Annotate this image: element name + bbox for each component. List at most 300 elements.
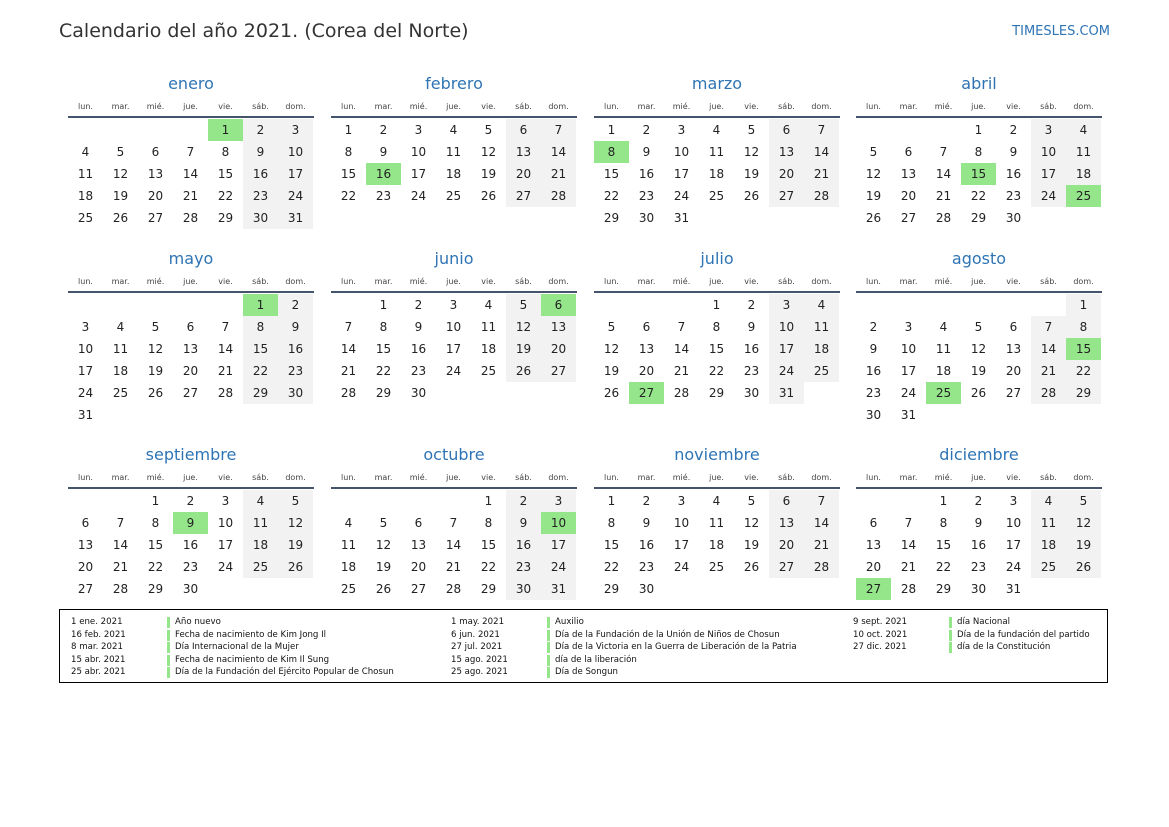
day-cell[interactable]: 18 — [445, 167, 462, 181]
day-cell[interactable]: 12 — [147, 342, 164, 356]
day-cell[interactable]: 29 — [970, 211, 987, 225]
day-cell[interactable]: 15 — [217, 167, 234, 181]
day-cell[interactable]: 3 — [221, 494, 230, 508]
day-cell[interactable]: 14 — [541, 141, 576, 163]
day-cell[interactable]: 19 — [375, 560, 392, 574]
day-cell[interactable]: 27 — [900, 211, 917, 225]
day-cell[interactable]: 3 — [677, 494, 686, 508]
day-cell[interactable]: 21 — [217, 364, 234, 378]
day-cell[interactable]: 11 — [445, 145, 462, 159]
day-cell[interactable]: 5 — [379, 516, 388, 530]
day-cell[interactable]: 18 — [480, 342, 497, 356]
day-cell[interactable]: 20 — [1005, 364, 1022, 378]
day-cell[interactable]: 28 — [182, 211, 199, 225]
day-cell[interactable]: 2 — [186, 494, 195, 508]
day-cell[interactable]: 22 — [375, 364, 392, 378]
day-cell[interactable]: 1 — [939, 494, 948, 508]
day-cell[interactable]: 16 — [243, 163, 278, 185]
day-cell[interactable]: 9 — [974, 516, 983, 530]
day-cell[interactable]: 28 — [445, 582, 462, 596]
day-cell[interactable]: 13 — [769, 512, 804, 534]
day-cell[interactable]: 6 — [414, 516, 423, 530]
day-cell[interactable]: 5 — [747, 123, 756, 137]
day-cell[interactable]: 19 — [112, 189, 129, 203]
day-cell[interactable]: 6 — [769, 490, 804, 512]
day-cell[interactable]: 17 — [673, 167, 690, 181]
day-cell[interactable]: 4 — [712, 123, 721, 137]
day-cell[interactable]: 26 — [970, 386, 987, 400]
day-cell[interactable]: 15 — [340, 167, 357, 181]
day-cell[interactable]: 20 — [900, 189, 917, 203]
day-cell[interactable]: 17 — [1005, 538, 1022, 552]
day-cell[interactable]: 29 — [603, 582, 620, 596]
day-cell[interactable]: 21 — [340, 364, 357, 378]
day-cell[interactable]: 18 — [77, 189, 94, 203]
day-cell[interactable]: 25 — [243, 556, 278, 578]
holiday-day[interactable]: 25 — [1066, 185, 1101, 207]
day-cell[interactable]: 31 — [77, 408, 94, 422]
day-cell[interactable]: 6 — [904, 145, 913, 159]
day-cell[interactable]: 18 — [708, 538, 725, 552]
day-cell[interactable]: 18 — [112, 364, 129, 378]
day-cell[interactable]: 8 — [151, 516, 160, 530]
day-cell[interactable]: 2 — [642, 123, 651, 137]
day-cell[interactable]: 16 — [638, 167, 655, 181]
day-cell[interactable]: 1 — [1066, 294, 1101, 316]
day-cell[interactable]: 5 — [484, 123, 493, 137]
day-cell[interactable]: 15 — [935, 538, 952, 552]
day-cell[interactable]: 12 — [375, 538, 392, 552]
day-cell[interactable]: 4 — [712, 494, 721, 508]
day-cell[interactable]: 15 — [375, 342, 392, 356]
day-cell[interactable]: 17 — [445, 342, 462, 356]
day-cell[interactable]: 20 — [410, 560, 427, 574]
day-cell[interactable]: 11 — [340, 538, 357, 552]
day-cell[interactable]: 9 — [243, 141, 278, 163]
day-cell[interactable]: 31 — [769, 382, 804, 404]
day-cell[interactable]: 12 — [278, 512, 313, 534]
day-cell[interactable]: 25 — [1031, 556, 1066, 578]
day-cell[interactable]: 25 — [480, 364, 497, 378]
day-cell[interactable]: 17 — [769, 338, 804, 360]
day-cell[interactable]: 6 — [869, 516, 878, 530]
brand-link[interactable]: TIMESLES.COM — [1012, 24, 1110, 39]
day-cell[interactable]: 8 — [221, 145, 230, 159]
day-cell[interactable]: 5 — [506, 294, 541, 316]
day-cell[interactable]: 8 — [1066, 316, 1101, 338]
day-cell[interactable]: 24 — [278, 185, 313, 207]
day-cell[interactable]: 20 — [769, 163, 804, 185]
day-cell[interactable]: 12 — [480, 145, 497, 159]
day-cell[interactable]: 16 — [865, 364, 882, 378]
day-cell[interactable]: 28 — [900, 582, 917, 596]
day-cell[interactable]: 2 — [974, 494, 983, 508]
day-cell[interactable]: 12 — [743, 516, 760, 530]
day-cell[interactable]: 26 — [147, 386, 164, 400]
day-cell[interactable]: 31 — [673, 211, 690, 225]
day-cell[interactable]: 9 — [869, 342, 878, 356]
day-cell[interactable]: 30 — [506, 578, 541, 600]
day-cell[interactable]: 21 — [935, 189, 952, 203]
day-cell[interactable]: 5 — [1066, 490, 1101, 512]
day-cell[interactable]: 14 — [182, 167, 199, 181]
day-cell[interactable]: 18 — [935, 364, 952, 378]
day-cell[interactable]: 11 — [1066, 141, 1101, 163]
day-cell[interactable]: 25 — [708, 189, 725, 203]
day-cell[interactable]: 29 — [935, 582, 952, 596]
day-cell[interactable]: 3 — [904, 320, 913, 334]
day-cell[interactable]: 14 — [445, 538, 462, 552]
day-cell[interactable]: 7 — [449, 516, 458, 530]
day-cell[interactable]: 17 — [900, 364, 917, 378]
day-cell[interactable]: 29 — [1066, 382, 1101, 404]
day-cell[interactable]: 11 — [480, 320, 497, 334]
day-cell[interactable]: 22 — [603, 189, 620, 203]
day-cell[interactable]: 22 — [603, 560, 620, 574]
day-cell[interactable]: 3 — [278, 119, 313, 141]
day-cell[interactable]: 30 — [278, 382, 313, 404]
day-cell[interactable]: 27 — [506, 185, 541, 207]
day-cell[interactable]: 7 — [541, 119, 576, 141]
day-cell[interactable]: 10 — [1005, 516, 1022, 530]
day-cell[interactable]: 24 — [1031, 185, 1066, 207]
day-cell[interactable]: 29 — [243, 382, 278, 404]
day-cell[interactable]: 25 — [112, 386, 129, 400]
holiday-day[interactable]: 8 — [594, 141, 629, 163]
day-cell[interactable]: 16 — [970, 538, 987, 552]
day-cell[interactable]: 22 — [970, 189, 987, 203]
day-cell[interactable]: 10 — [217, 516, 234, 530]
day-cell[interactable]: 30 — [243, 207, 278, 229]
day-cell[interactable]: 25 — [804, 360, 839, 382]
day-cell[interactable]: 19 — [147, 364, 164, 378]
day-cell[interactable]: 14 — [673, 342, 690, 356]
day-cell[interactable]: 3 — [1031, 119, 1066, 141]
day-cell[interactable]: 21 — [804, 163, 839, 185]
day-cell[interactable]: 24 — [769, 360, 804, 382]
day-cell[interactable]: 16 — [743, 342, 760, 356]
day-cell[interactable]: 24 — [541, 556, 576, 578]
day-cell[interactable]: 21 — [1031, 360, 1066, 382]
day-cell[interactable]: 3 — [677, 123, 686, 137]
day-cell[interactable]: 24 — [445, 364, 462, 378]
day-cell[interactable]: 13 — [1005, 342, 1022, 356]
day-cell[interactable]: 2 — [747, 298, 756, 312]
day-cell[interactable]: 9 — [1009, 145, 1018, 159]
day-cell[interactable]: 4 — [1066, 119, 1101, 141]
day-cell[interactable]: 9 — [747, 320, 756, 334]
day-cell[interactable]: 31 — [278, 207, 313, 229]
day-cell[interactable]: 4 — [116, 320, 125, 334]
day-cell[interactable]: 19 — [480, 167, 497, 181]
day-cell[interactable]: 23 — [970, 560, 987, 574]
day-cell[interactable]: 8 — [712, 320, 721, 334]
holiday-day[interactable]: 27 — [629, 382, 664, 404]
day-cell[interactable]: 5 — [116, 145, 125, 159]
day-cell[interactable]: 17 — [1031, 163, 1066, 185]
day-cell[interactable]: 23 — [743, 364, 760, 378]
day-cell[interactable]: 11 — [243, 512, 278, 534]
day-cell[interactable]: 26 — [480, 189, 497, 203]
day-cell[interactable]: 30 — [1005, 211, 1022, 225]
day-cell[interactable]: 13 — [769, 141, 804, 163]
day-cell[interactable]: 22 — [935, 560, 952, 574]
day-cell[interactable]: 4 — [484, 298, 493, 312]
day-cell[interactable]: 20 — [77, 560, 94, 574]
day-cell[interactable]: 19 — [603, 364, 620, 378]
day-cell[interactable]: 13 — [506, 141, 541, 163]
day-cell[interactable]: 9 — [278, 316, 313, 338]
day-cell[interactable]: 3 — [449, 298, 458, 312]
day-cell[interactable]: 14 — [804, 141, 839, 163]
day-cell[interactable]: 23 — [506, 556, 541, 578]
day-cell[interactable]: 9 — [642, 516, 651, 530]
day-cell[interactable]: 5 — [869, 145, 878, 159]
day-cell[interactable]: 11 — [77, 167, 94, 181]
day-cell[interactable]: 14 — [1031, 338, 1066, 360]
day-cell[interactable]: 3 — [769, 294, 804, 316]
day-cell[interactable]: 7 — [804, 490, 839, 512]
holiday-day[interactable]: 9 — [173, 512, 208, 534]
day-cell[interactable]: 19 — [970, 364, 987, 378]
day-cell[interactable]: 16 — [1005, 167, 1022, 181]
day-cell[interactable]: 13 — [77, 538, 94, 552]
day-cell[interactable]: 24 — [410, 189, 427, 203]
day-cell[interactable]: 7 — [116, 516, 125, 530]
day-cell[interactable]: 7 — [677, 320, 686, 334]
day-cell[interactable]: 3 — [81, 320, 90, 334]
day-cell[interactable]: 10 — [900, 342, 917, 356]
day-cell[interactable]: 24 — [1005, 560, 1022, 574]
holiday-day[interactable]: 27 — [856, 578, 891, 600]
day-cell[interactable]: 23 — [865, 386, 882, 400]
day-cell[interactable]: 30 — [638, 211, 655, 225]
day-cell[interactable]: 1 — [607, 123, 616, 137]
day-cell[interactable]: 23 — [638, 189, 655, 203]
day-cell[interactable]: 12 — [865, 167, 882, 181]
day-cell[interactable]: 9 — [506, 512, 541, 534]
day-cell[interactable]: 10 — [769, 316, 804, 338]
day-cell[interactable]: 27 — [769, 556, 804, 578]
day-cell[interactable]: 5 — [747, 494, 756, 508]
day-cell[interactable]: 8 — [974, 145, 983, 159]
holiday-day[interactable]: 25 — [926, 382, 961, 404]
holiday-day[interactable]: 15 — [1066, 338, 1101, 360]
day-cell[interactable]: 6 — [1009, 320, 1018, 334]
day-cell[interactable]: 15 — [480, 538, 497, 552]
day-cell[interactable]: 19 — [865, 189, 882, 203]
day-cell[interactable]: 19 — [1066, 534, 1101, 556]
day-cell[interactable]: 23 — [182, 560, 199, 574]
day-cell[interactable]: 26 — [375, 582, 392, 596]
day-cell[interactable]: 18 — [340, 560, 357, 574]
day-cell[interactable]: 10 — [673, 516, 690, 530]
day-cell[interactable]: 30 — [182, 582, 199, 596]
day-cell[interactable]: 20 — [638, 364, 655, 378]
day-cell[interactable]: 20 — [865, 560, 882, 574]
day-cell[interactable]: 2 — [278, 294, 313, 316]
day-cell[interactable]: 24 — [77, 386, 94, 400]
day-cell[interactable]: 15 — [708, 342, 725, 356]
day-cell[interactable]: 10 — [278, 141, 313, 163]
day-cell[interactable]: 4 — [243, 490, 278, 512]
day-cell[interactable]: 5 — [607, 320, 616, 334]
day-cell[interactable]: 17 — [278, 163, 313, 185]
day-cell[interactable]: 21 — [804, 534, 839, 556]
holiday-day[interactable]: 6 — [541, 294, 576, 316]
day-cell[interactable]: 31 — [900, 408, 917, 422]
day-cell[interactable]: 19 — [743, 167, 760, 181]
day-cell[interactable]: 8 — [379, 320, 388, 334]
day-cell[interactable]: 31 — [541, 578, 576, 600]
day-cell[interactable]: 16 — [278, 338, 313, 360]
day-cell[interactable]: 26 — [743, 560, 760, 574]
day-cell[interactable]: 10 — [77, 342, 94, 356]
day-cell[interactable]: 12 — [743, 145, 760, 159]
day-cell[interactable]: 27 — [410, 582, 427, 596]
day-cell[interactable]: 18 — [708, 167, 725, 181]
day-cell[interactable]: 24 — [673, 560, 690, 574]
day-cell[interactable]: 1 — [484, 494, 493, 508]
day-cell[interactable]: 1 — [607, 494, 616, 508]
day-cell[interactable]: 11 — [804, 316, 839, 338]
day-cell[interactable]: 5 — [278, 490, 313, 512]
day-cell[interactable]: 18 — [1066, 163, 1101, 185]
day-cell[interactable]: 2 — [379, 123, 388, 137]
day-cell[interactable]: 12 — [970, 342, 987, 356]
day-cell[interactable]: 23 — [410, 364, 427, 378]
day-cell[interactable]: 6 — [81, 516, 90, 530]
day-cell[interactable]: 26 — [743, 189, 760, 203]
day-cell[interactable]: 6 — [506, 119, 541, 141]
day-cell[interactable]: 5 — [974, 320, 983, 334]
day-cell[interactable]: 16 — [182, 538, 199, 552]
day-cell[interactable]: 29 — [217, 211, 234, 225]
day-cell[interactable]: 21 — [673, 364, 690, 378]
day-cell[interactable]: 1 — [974, 123, 983, 137]
day-cell[interactable]: 20 — [182, 364, 199, 378]
day-cell[interactable]: 21 — [112, 560, 129, 574]
day-cell[interactable]: 30 — [865, 408, 882, 422]
day-cell[interactable]: 25 — [340, 582, 357, 596]
day-cell[interactable]: 20 — [506, 163, 541, 185]
day-cell[interactable]: 6 — [186, 320, 195, 334]
day-cell[interactable]: 12 — [1066, 512, 1101, 534]
day-cell[interactable]: 8 — [344, 145, 353, 159]
day-cell[interactable]: 14 — [217, 342, 234, 356]
day-cell[interactable]: 26 — [1066, 556, 1101, 578]
day-cell[interactable]: 28 — [112, 582, 129, 596]
holiday-day[interactable]: 16 — [366, 163, 401, 185]
day-cell[interactable]: 26 — [865, 211, 882, 225]
day-cell[interactable]: 7 — [804, 119, 839, 141]
day-cell[interactable]: 16 — [638, 538, 655, 552]
day-cell[interactable]: 26 — [603, 386, 620, 400]
day-cell[interactable]: 29 — [147, 582, 164, 596]
day-cell[interactable]: 8 — [484, 516, 493, 530]
day-cell[interactable]: 27 — [77, 582, 94, 596]
day-cell[interactable]: 17 — [541, 534, 576, 556]
day-cell[interactable]: 27 — [147, 211, 164, 225]
day-cell[interactable]: 22 — [217, 189, 234, 203]
day-cell[interactable]: 2 — [642, 494, 651, 508]
day-cell[interactable]: 18 — [243, 534, 278, 556]
day-cell[interactable]: 10 — [445, 320, 462, 334]
day-cell[interactable]: 11 — [935, 342, 952, 356]
day-cell[interactable]: 26 — [112, 211, 129, 225]
day-cell[interactable]: 7 — [939, 145, 948, 159]
day-cell[interactable]: 22 — [147, 560, 164, 574]
day-cell[interactable]: 20 — [769, 534, 804, 556]
day-cell[interactable]: 10 — [673, 145, 690, 159]
day-cell[interactable]: 1 — [344, 123, 353, 137]
day-cell[interactable]: 19 — [743, 538, 760, 552]
day-cell[interactable]: 27 — [182, 386, 199, 400]
day-cell[interactable]: 24 — [900, 386, 917, 400]
day-cell[interactable]: 21 — [445, 560, 462, 574]
day-cell[interactable]: 27 — [769, 185, 804, 207]
day-cell[interactable]: 17 — [673, 538, 690, 552]
day-cell[interactable]: 24 — [217, 560, 234, 574]
day-cell[interactable]: 19 — [506, 338, 541, 360]
day-cell[interactable]: 7 — [221, 320, 230, 334]
day-cell[interactable]: 1 — [379, 298, 388, 312]
day-cell[interactable]: 14 — [804, 512, 839, 534]
day-cell[interactable]: 11 — [708, 145, 725, 159]
day-cell[interactable]: 11 — [1031, 512, 1066, 534]
day-cell[interactable]: 25 — [708, 560, 725, 574]
day-cell[interactable]: 29 — [375, 386, 392, 400]
day-cell[interactable]: 3 — [1009, 494, 1018, 508]
day-cell[interactable]: 12 — [506, 316, 541, 338]
day-cell[interactable]: 8 — [243, 316, 278, 338]
day-cell[interactable]: 5 — [151, 320, 160, 334]
day-cell[interactable]: 30 — [743, 386, 760, 400]
day-cell[interactable]: 21 — [182, 189, 199, 203]
day-cell[interactable]: 4 — [449, 123, 458, 137]
day-cell[interactable]: 2 — [869, 320, 878, 334]
day-cell[interactable]: 8 — [607, 516, 616, 530]
day-cell[interactable]: 22 — [340, 189, 357, 203]
day-cell[interactable]: 18 — [804, 338, 839, 360]
day-cell[interactable]: 1 — [712, 298, 721, 312]
day-cell[interactable]: 24 — [673, 189, 690, 203]
day-cell[interactable]: 9 — [414, 320, 423, 334]
day-cell[interactable]: 10 — [410, 145, 427, 159]
day-cell[interactable]: 13 — [410, 538, 427, 552]
day-cell[interactable]: 22 — [243, 360, 278, 382]
day-cell[interactable]: 8 — [939, 516, 948, 530]
day-cell[interactable]: 29 — [480, 582, 497, 596]
day-cell[interactable]: 3 — [414, 123, 423, 137]
day-cell[interactable]: 29 — [708, 386, 725, 400]
day-cell[interactable]: 28 — [217, 386, 234, 400]
day-cell[interactable]: 28 — [804, 185, 839, 207]
day-cell[interactable]: 12 — [112, 167, 129, 181]
day-cell[interactable]: 23 — [243, 185, 278, 207]
day-cell[interactable]: 23 — [1005, 189, 1022, 203]
day-cell[interactable]: 22 — [480, 560, 497, 574]
day-cell[interactable]: 22 — [1066, 360, 1101, 382]
day-cell[interactable]: 7 — [1031, 316, 1066, 338]
day-cell[interactable]: 20 — [147, 189, 164, 203]
day-cell[interactable]: 4 — [939, 320, 948, 334]
day-cell[interactable]: 11 — [112, 342, 129, 356]
day-cell[interactable]: 28 — [340, 386, 357, 400]
day-cell[interactable]: 28 — [935, 211, 952, 225]
day-cell[interactable]: 7 — [904, 516, 913, 530]
day-cell[interactable]: 14 — [112, 538, 129, 552]
